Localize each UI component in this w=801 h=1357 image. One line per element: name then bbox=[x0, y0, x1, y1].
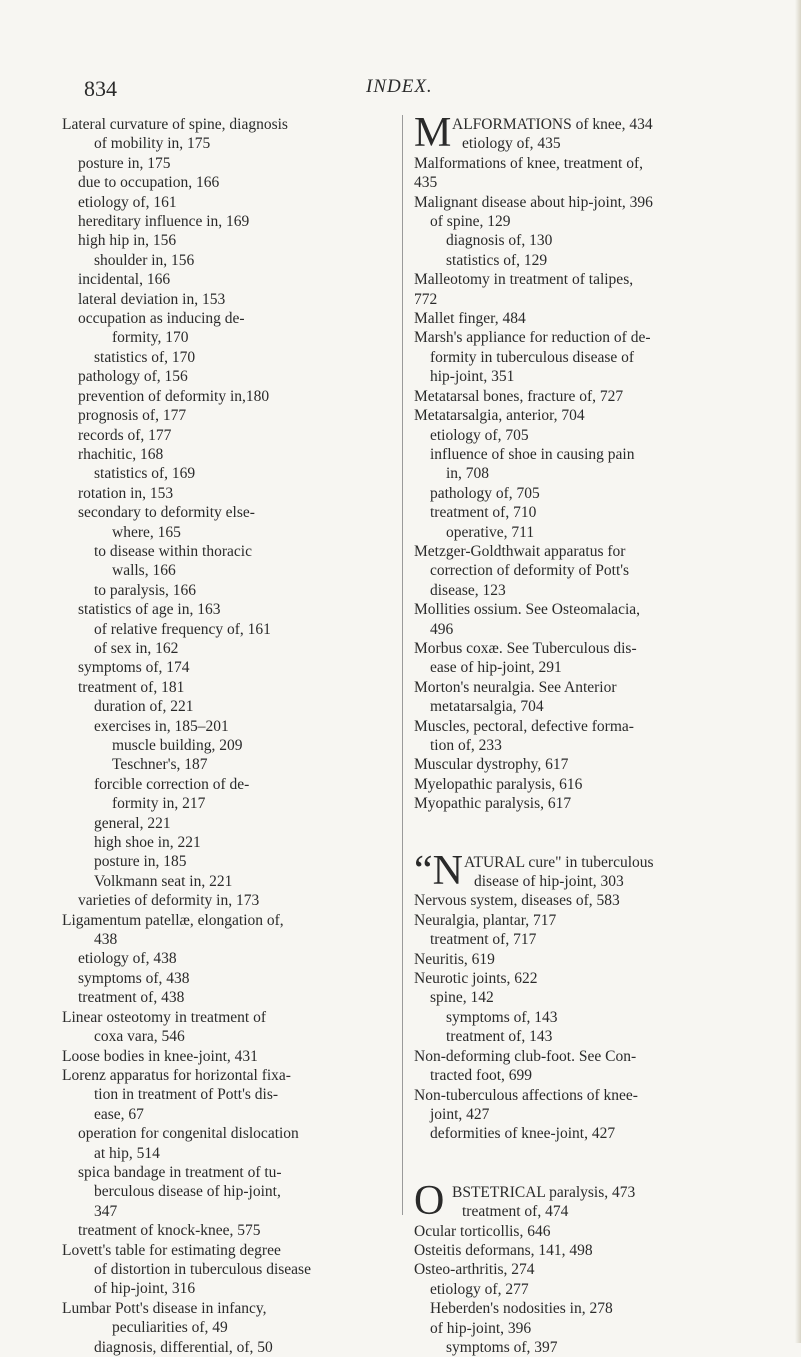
page-number: 834 bbox=[84, 76, 117, 101]
index-entry: 438 bbox=[94, 931, 118, 949]
index-entry: etiology of, 435 bbox=[462, 135, 561, 153]
index-entry: Myopathic paralysis, 617 bbox=[414, 795, 572, 813]
index-entry: of hip-joint, 316 bbox=[94, 1280, 196, 1298]
index-entry: of spine, 129 bbox=[430, 213, 511, 231]
index-entry: due to occupation, 166 bbox=[78, 174, 220, 192]
index-entry: pathology of, 705 bbox=[430, 484, 540, 502]
index-entry: 496 bbox=[430, 620, 454, 638]
index-entry: Malleotomy in treatment of talipes, bbox=[414, 271, 634, 289]
index-entry: walls, 166 bbox=[112, 562, 176, 580]
index-entry: formity, 170 bbox=[112, 329, 189, 347]
letter-section bbox=[414, 1177, 746, 1224]
index-entry: spine, 142 bbox=[430, 989, 494, 1007]
index-entry: disease of hip-joint, 303 bbox=[474, 873, 624, 891]
index-entry: Mollities ossium. See Osteomalacia, bbox=[414, 601, 641, 619]
index-entry: of mobility in, 175 bbox=[94, 135, 211, 153]
index-entry: exercises in, 185–201 bbox=[94, 717, 229, 735]
index-column-right bbox=[414, 110, 746, 1357]
index-entry: Teschner's, 187 bbox=[112, 756, 208, 774]
index-entry: tracted foot, 699 bbox=[430, 1067, 533, 1085]
section-gap bbox=[414, 814, 746, 853]
index-entry: of relative frequency of, 161 bbox=[94, 620, 271, 638]
index-entry: Morton's neuralgia. See Anterior bbox=[414, 678, 617, 696]
index-entry: lateral deviation in, 153 bbox=[78, 290, 226, 308]
index-entry: ease of hip-joint, 291 bbox=[430, 659, 562, 677]
index-entry: Lovett's table for estimating degree bbox=[62, 1241, 281, 1259]
index-entry: of distortion in tuberculous disease bbox=[94, 1260, 311, 1278]
index-entry: diagnosis, differential, of, 50 bbox=[94, 1338, 273, 1356]
index-entry: treatment of, 474 bbox=[462, 1203, 569, 1221]
index-entry: Myelopathic paralysis, 616 bbox=[414, 775, 583, 793]
index-entry: forcible correction of de- bbox=[94, 775, 250, 793]
index-entry: Neuralgia, plantar, 717 bbox=[414, 911, 557, 929]
index-entry: hip-joint, 351 bbox=[430, 368, 515, 386]
index-entry: pathology of, 156 bbox=[78, 368, 188, 386]
index-entry: to paralysis, 166 bbox=[94, 581, 197, 599]
index-entry: Metzger-Goldthwait apparatus for bbox=[414, 542, 626, 560]
index-entry: Morbus coxæ. See Tuberculous dis- bbox=[414, 639, 637, 657]
index-entry: treatment of, 181 bbox=[78, 678, 185, 696]
index-entry: ALFORMATIONS of knee, 434 bbox=[452, 116, 653, 133]
index-entry: statistics of, 169 bbox=[94, 465, 196, 483]
letter-section bbox=[414, 847, 746, 894]
index-entry: at hip, 514 bbox=[94, 1144, 160, 1162]
index-entry: statistics of, 129 bbox=[446, 251, 548, 269]
index-entry: prevention of deformity in,180 bbox=[78, 387, 270, 405]
index-entry: 435 bbox=[414, 174, 438, 192]
index-entry: 347 bbox=[94, 1202, 118, 1220]
index-entry: treatment of, 143 bbox=[446, 1028, 553, 1046]
index-entry: Metatarsal bones, fracture of, 727 bbox=[414, 387, 624, 405]
index-entry: berculous disease of hip-joint, bbox=[94, 1183, 281, 1201]
index-entry: disease, 123 bbox=[430, 581, 506, 599]
index-entry: posture in, 185 bbox=[94, 853, 187, 871]
column-divider bbox=[402, 115, 403, 1215]
index-entry: Neurotic joints, 622 bbox=[414, 970, 538, 988]
index-entry: diagnosis of, 130 bbox=[446, 232, 553, 250]
index-entry: treatment of, 710 bbox=[430, 504, 537, 522]
index-entry: of hip-joint, 396 bbox=[430, 1319, 532, 1337]
index-entry: ATURAL cure" in tuberculous bbox=[464, 853, 654, 871]
index-entry: Muscles, pectoral, defective forma- bbox=[414, 717, 634, 735]
index-entry: records of, 177 bbox=[78, 426, 172, 444]
index-entry: of sex in, 162 bbox=[94, 639, 179, 657]
index-entry: muscle building, 209 bbox=[112, 737, 243, 754]
index-entry: symptoms of, 438 bbox=[78, 969, 190, 987]
index-entry: Ligamentum patellæ, elongation of, bbox=[62, 911, 284, 929]
index-entry: deformities of knee-joint, 427 bbox=[430, 1125, 616, 1143]
index-entry: posture in, 175 bbox=[78, 154, 171, 172]
index-entry: to disease within thoracic bbox=[94, 542, 252, 560]
index-entry: etiology of, 277 bbox=[430, 1280, 529, 1298]
index-entry: rotation in, 153 bbox=[78, 484, 174, 502]
page-edge bbox=[795, 0, 801, 1343]
index-entry: joint, 427 bbox=[430, 1105, 490, 1123]
index-entry: formity in tuberculous disease of bbox=[430, 348, 635, 366]
index-entry: in, 708 bbox=[446, 465, 490, 483]
index-entry: tion of, 233 bbox=[430, 737, 502, 754]
index-entry: symptoms of, 174 bbox=[78, 659, 190, 677]
letter-section bbox=[414, 110, 746, 156]
index-entry: Marsh's appliance for reduction of de- bbox=[414, 329, 651, 347]
index-entry: secondary to deformity else- bbox=[78, 504, 255, 522]
index-entry: general, 221 bbox=[94, 814, 171, 832]
drop-cap-letter: M bbox=[414, 110, 452, 156]
index-column-left bbox=[62, 115, 392, 1357]
index-entry: coxa vara, 546 bbox=[94, 1028, 185, 1046]
drop-cap-letter: “N bbox=[414, 847, 463, 894]
index-entry: correction of deformity of Pott's bbox=[430, 562, 630, 580]
index-entry: Heberden's nodosities in, 278 bbox=[430, 1300, 613, 1318]
index-entry: 772 bbox=[414, 290, 438, 308]
index-entry: symptoms of, 397 bbox=[446, 1338, 558, 1356]
index-entry: Mallet finger, 484 bbox=[414, 310, 526, 328]
drop-cap-letter: O bbox=[414, 1177, 445, 1224]
index-entry: shoulder in, 156 bbox=[94, 251, 195, 269]
index-entry: Lorenz apparatus for horizontal fixa- bbox=[62, 1066, 291, 1084]
index-entry: hereditary influence in, 169 bbox=[78, 213, 250, 231]
index-entry: Muscular dystrophy, 617 bbox=[414, 756, 569, 774]
section-gap bbox=[414, 1144, 746, 1183]
running-title: INDEX. bbox=[366, 76, 433, 97]
index-entry: Loose bodies in knee-joint, 431 bbox=[62, 1047, 258, 1065]
index-entry: high shoe in, 221 bbox=[94, 834, 201, 852]
index-entry: tion in treatment of Pott's dis- bbox=[94, 1086, 279, 1104]
index-entry: Metatarsalgia, anterior, 704 bbox=[414, 407, 585, 425]
index-entry: Linear osteotomy in treatment of bbox=[62, 1008, 267, 1026]
index-entry: where, 165 bbox=[112, 523, 181, 541]
index-entry: high hip in, 156 bbox=[78, 232, 177, 250]
index-entry: operative, 711 bbox=[446, 523, 535, 541]
index-entry: operation for congenital dislocation bbox=[78, 1125, 299, 1143]
index-entry: duration of, 221 bbox=[94, 698, 194, 716]
index-entry: statistics of age in, 163 bbox=[78, 601, 221, 619]
index-entry: Nervous system, diseases of, 583 bbox=[414, 892, 620, 910]
index-entry: Neuritis, 619 bbox=[414, 950, 495, 968]
index-entry: metatarsalgia, 704 bbox=[430, 698, 544, 716]
index-entry: Osteo-arthritis, 274 bbox=[414, 1261, 535, 1279]
index-entry: prognosis of, 177 bbox=[78, 407, 187, 425]
index-entry: treatment of knock-knee, 575 bbox=[78, 1222, 261, 1240]
index-entry: etiology of, 161 bbox=[78, 193, 177, 211]
index-entry: Non-tuberculous affections of knee- bbox=[414, 1086, 638, 1104]
index-entry: treatment of, 438 bbox=[78, 989, 185, 1007]
index-entry: symptoms of, 143 bbox=[446, 1008, 558, 1026]
index-entry: ease, 67 bbox=[94, 1105, 144, 1123]
index-entry: formity in, 217 bbox=[112, 795, 206, 813]
index-entry: occupation as inducing de- bbox=[78, 310, 245, 328]
index-entry: etiology of, 705 bbox=[430, 426, 529, 444]
index-entry: Malformations of knee, treatment of, bbox=[414, 154, 643, 172]
index-entry: Malignant disease about hip-joint, 396 bbox=[414, 193, 653, 211]
index-entry: rhachitic, 168 bbox=[78, 445, 164, 463]
page-header bbox=[0, 76, 801, 106]
index-entry: statistics of, 170 bbox=[94, 348, 196, 366]
index-entry: Ocular torticollis, 646 bbox=[414, 1222, 551, 1240]
index-entry: peculiarities of, 49 bbox=[112, 1319, 228, 1337]
index-entry: Volkmann seat in, 221 bbox=[94, 872, 233, 890]
index-entry: influence of shoe in causing pain bbox=[430, 445, 635, 463]
index-entry: etiology of, 438 bbox=[78, 950, 177, 968]
index-entry: treatment of, 717 bbox=[430, 931, 537, 949]
index-entry: incidental, 166 bbox=[78, 271, 171, 289]
index-entry: Lateral curvature of spine, diagnosis bbox=[62, 116, 288, 133]
index-entry: spica bandage in treatment of tu- bbox=[78, 1163, 282, 1181]
index-entry: BSTETRICAL paralysis, 473 bbox=[452, 1183, 636, 1201]
index-entry: Osteitis deformans, 141, 498 bbox=[414, 1241, 593, 1259]
index-entry: Lumbar Pott's disease in infancy, bbox=[62, 1299, 267, 1317]
index-entry: Non-deforming club-foot. See Con- bbox=[414, 1047, 637, 1065]
index-entry: varieties of deformity in, 173 bbox=[78, 892, 260, 910]
